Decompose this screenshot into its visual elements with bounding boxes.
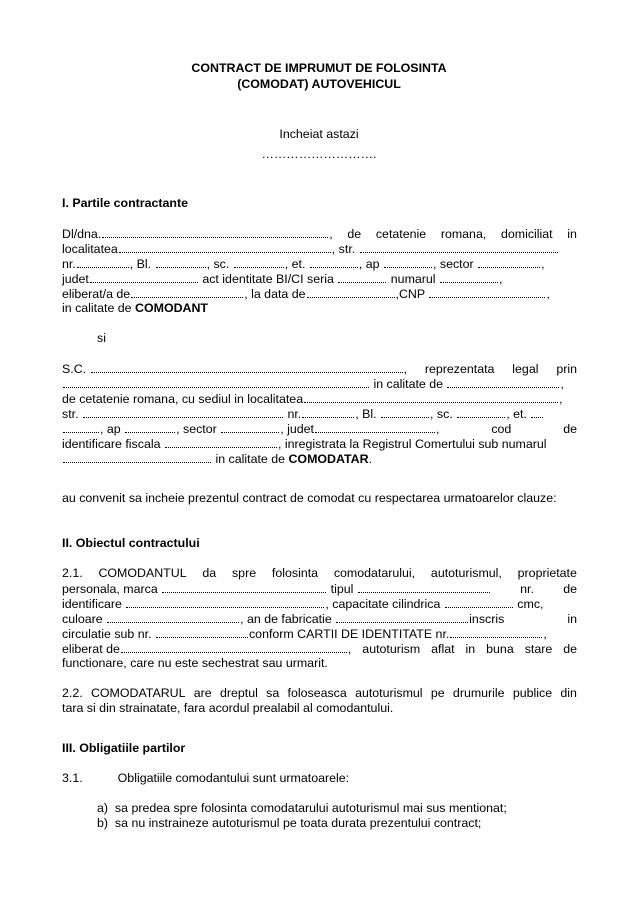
text: buna [486,642,514,656]
text: , et. [284,257,306,271]
hq-locality-field[interactable] [304,391,558,403]
role-comodant: COMODANT [135,301,208,315]
text: conform CARTII DE IDENTITATE nr. [248,627,450,641]
text: , judet [280,422,314,436]
text: , [559,392,563,406]
fiscal-code-field[interactable] [165,436,277,448]
id-number-field[interactable] [440,271,498,283]
text: , [546,287,550,301]
clause-number: 3.1. [62,771,83,785]
text: da [202,566,217,580]
text: nr. [287,407,302,421]
concluded-label: Incheiat astazi [279,127,359,141]
section3-heading: III. Obligatiile partilor [62,741,186,755]
section2-heading: II. Obiectul contractului [62,536,200,550]
list-marker: b) [97,816,109,830]
cnp-field[interactable] [429,286,545,298]
text: in calitate de [215,452,286,466]
vehicle-type-field[interactable] [358,581,490,593]
text: pe [430,686,445,700]
text: foloseasca [287,686,347,700]
comodatar-line3 [62,391,577,407]
comodatar-line1 [62,361,577,377]
text: de [347,227,362,241]
text: circulatie sub nr. [62,627,152,641]
county-field[interactable] [90,271,198,283]
text: are [193,686,212,700]
list-item [97,816,577,831]
text: in [567,612,577,626]
text: , ap [100,422,121,436]
text: , et. [506,407,527,421]
text: Dl/dna. [62,227,102,241]
text: , inregistrata la Registrul Comertului sub numarul [277,437,547,451]
text: S.C. [62,362,87,376]
p31-line [62,771,577,786]
number-field[interactable] [77,256,129,268]
text: , sc. [206,257,230,271]
text: in [567,227,577,241]
text: romana, [440,227,487,241]
text: eliberat de [62,642,120,656]
representative-field[interactable] [63,376,369,388]
comodatar-line2 [62,376,577,392]
registry-number-field[interactable] [63,451,211,463]
role-comodatar: COMODATAR [288,452,369,466]
capacity-field[interactable] [447,376,559,388]
comodant-line1 [62,226,577,242]
text: nr. [62,257,76,271]
text: inscris [469,612,505,626]
sector-field[interactable] [478,256,540,268]
apartment-field[interactable] [384,256,432,268]
text: COMODATARUL [90,686,186,700]
text: , sector [433,257,474,271]
list-marker: a) [97,801,109,815]
text: , str. [331,242,356,256]
text: dreptul [219,686,258,700]
staircase-field[interactable] [234,256,284,268]
text: stare [524,642,553,656]
text: sa [266,686,280,700]
text: comodatarului, [333,566,416,580]
text: , [329,227,333,241]
p22-line1 [62,686,577,701]
text: act identitate BI/CI seria [202,272,334,286]
floor-field[interactable] [310,256,358,268]
text: tipul [330,582,354,596]
text: COMODANTUL [98,566,187,580]
color-field[interactable] [107,611,239,623]
text: , sc. [430,407,453,421]
text: cmc, [517,597,544,611]
hq-staircase-field[interactable] [457,406,505,418]
text: . [368,452,373,466]
manufacture-year-field[interactable] [336,611,468,623]
p21-line5 [62,626,577,642]
text: cetatenie [375,227,427,241]
text: autoturismul, [430,566,502,580]
text: , ap [358,257,380,271]
text: cod [491,422,512,436]
text: de [563,422,577,436]
id-series-field[interactable] [338,271,386,283]
agreement-statement: au convenit sa incheie prezentul contract de comodat cu respectarea urmatoarelor clauze: [62,491,557,505]
hq-block-field[interactable] [381,406,429,418]
comodant-line5 [62,286,577,302]
comodant-line3 [62,256,577,272]
text: judet [62,272,89,286]
text: , Bl. [355,407,377,421]
p22-line2: tara si din strainatate, fara acordul prealabil al comodantului. [62,701,394,715]
comodant-line2 [62,241,577,257]
text: autoturismul [355,686,423,700]
text: drumurile [452,686,505,700]
text: , [543,627,547,641]
locality-field[interactable] [119,241,331,253]
comodant-line6 [62,301,577,316]
text: ,CNP [395,287,425,301]
text: in calitate de [373,377,444,391]
text: folosinta [271,566,319,580]
text: de [563,642,577,656]
text: in calitate de [62,301,132,315]
text: str. [62,407,79,421]
text: de [563,582,577,596]
comodatar-line7 [62,451,577,467]
hq-sector-field[interactable] [221,421,279,433]
hq-floor-continued[interactable] [63,421,99,433]
vin-field[interactable] [126,596,324,608]
text: , an de fabricatie [240,612,332,626]
text: din [560,686,577,700]
p21-line4 [62,611,577,627]
vehicle-make-field[interactable] [162,581,326,593]
engine-capacity-field[interactable] [445,596,513,608]
comodant-line4: judet act identitate BI/CI seria numarul , [62,272,503,286]
text: numarul [390,272,436,286]
list-item-text: sa predea spre folosinta comodatarului autoturismul mai sus mentionat; [114,801,507,815]
p21-line1 [62,566,577,581]
text: personala, marca [62,582,158,596]
text: publice [512,686,553,700]
text: , [541,257,545,271]
text: , [435,422,440,436]
list-item-text: sa nu instraineze autoturismul pe toata durata prezentului contract; [114,816,482,830]
text: , capacitate cilindrica [325,597,441,611]
registration-doc-field[interactable] [450,626,542,638]
street-field[interactable] [360,241,558,253]
block-field[interactable] [156,256,206,268]
company-name-field[interactable] [91,361,403,373]
text: reprezentata [424,362,495,376]
text: de cetatenie romana, cu sediul in localitatea [62,392,304,406]
text: autoturism [362,642,421,656]
registration-number-field[interactable] [156,626,248,638]
hq-floor-field[interactable] [531,406,543,418]
text: aflat [431,642,455,656]
text: localitatea [62,242,118,256]
text: , Bl. [129,257,152,271]
issued-by-field[interactable] [131,286,243,298]
text: identificare fiscala [62,437,161,451]
clause-number: 2.2. [62,686,83,700]
text: in [465,642,476,656]
comodatar-line6 [62,436,577,452]
p21-line6 [62,641,577,657]
contract-title-line1: CONTRACT DE IMPRUMUT DE FOLOSINTA [191,61,447,75]
doc-issuer-field[interactable] [121,641,347,653]
hq-county-field[interactable] [315,421,435,433]
text: spre [231,566,257,580]
p21-line2 [62,581,577,597]
text: culoare [62,612,103,626]
contract-title-line2: (COMODAT) AUTOVEHICUL [237,77,401,91]
text: nr. [520,582,534,596]
list-item [97,801,577,816]
text: legal [512,362,539,376]
text: , sector [176,422,217,436]
comodatar-line5 [62,421,577,437]
issue-date-field[interactable] [307,286,395,298]
name-field[interactable] [102,226,328,238]
text: Obligatiile comodantului sunt urmatoarele: [117,771,350,785]
concluded-date-field[interactable]: ………………………. [261,147,377,161]
si-connector: si [97,331,106,345]
text: prin [556,362,577,376]
comodatar-line4 [62,406,577,422]
text: , [403,362,408,376]
p21-line7: functionare, care nu este sechestrat sau urmarit. [62,656,328,670]
text: , la data de [244,287,306,301]
p21-line3 [62,596,577,612]
text: domiciliat [500,227,553,241]
text: identificare [62,597,122,611]
text: , [347,642,352,656]
text: eliberat/a de [62,287,131,301]
clause-number: 2.1. [62,566,83,580]
hq-street-field[interactable] [83,406,283,418]
section1-heading: I. Partile contractante [62,196,189,210]
text: , [560,377,564,391]
hq-apartment-field[interactable] [125,421,175,433]
hq-number-field[interactable] [302,406,354,418]
text: proprietate [517,566,577,580]
